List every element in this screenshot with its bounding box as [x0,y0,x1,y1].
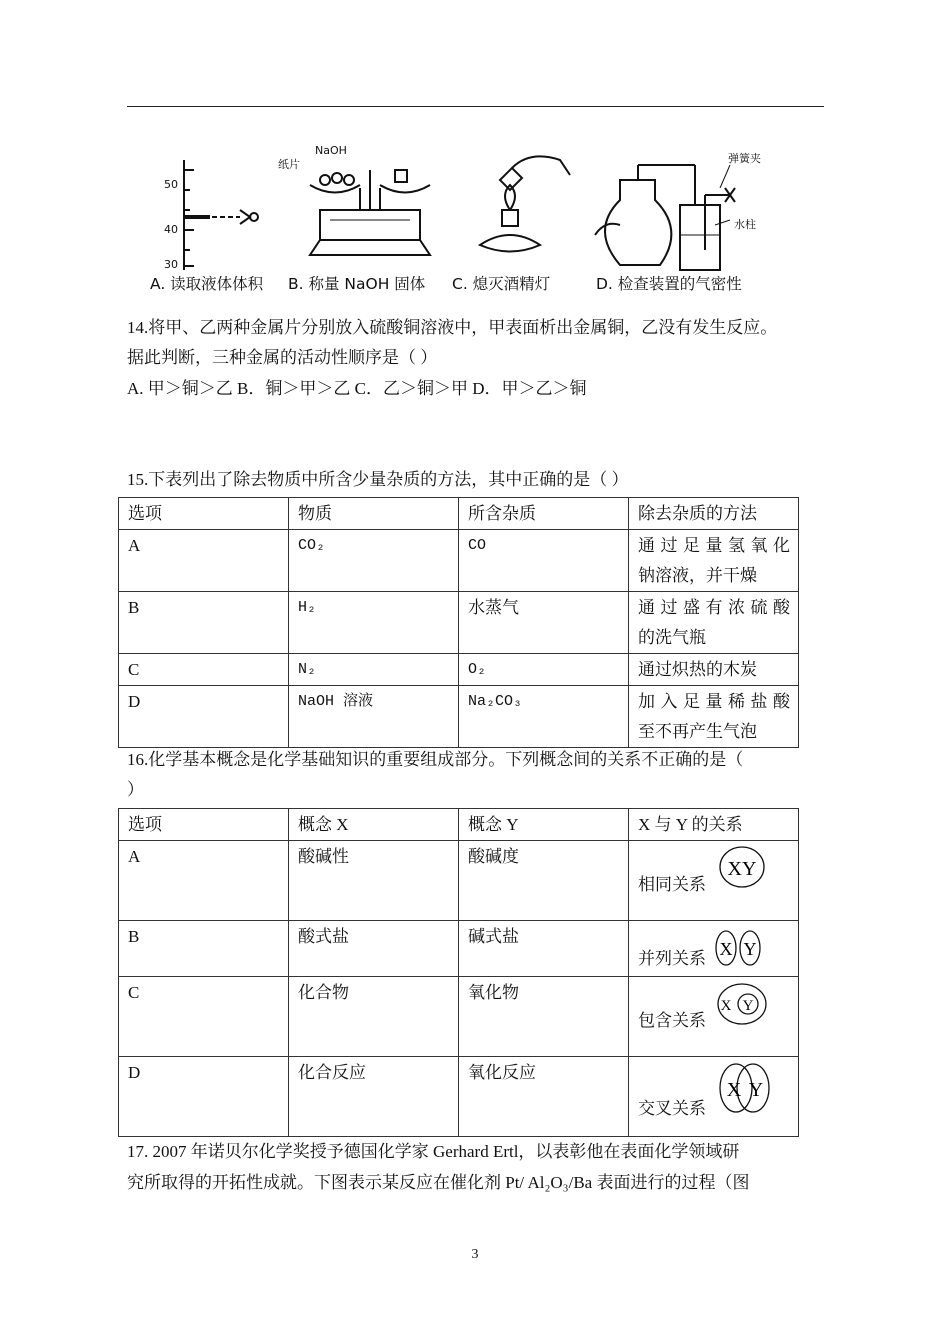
concept-x-cell: 酸式盐 [289,921,459,977]
header-cell: X 与 Y 的关系 [629,809,799,841]
caption-d: D. 检查装置的气密性 [596,275,742,293]
option-cell: B [119,592,289,654]
svg-text:NaOH: NaOH [315,144,347,157]
substance-cell: H₂ [289,592,459,654]
method-cell: 通过盛有浓硫酸 的洗气瓶 [629,592,799,654]
q16-stem-line1: 16.化学基本概念是化学基础知识的重要组成部分。下列概念间的关系不正确的是（ [127,750,744,769]
svg-text:50: 50 [164,178,178,191]
caption-a: A. 读取液体体积 [150,275,264,293]
table-header-row [119,809,799,841]
table-row [119,654,799,686]
option-cell: A [119,530,289,592]
impurity-cell: Na₂CO₃ [459,686,629,748]
q17-stem-line1: 17. 2007 年诺贝尔化学奖授予德国化学家 Gerhard Ertl，以表彰他在表面化学领域研 [127,1142,740,1161]
venn-intersect-icon [716,1062,774,1116]
relation-cell [629,977,799,1057]
header-cell: 概念 Y [459,809,629,841]
venn-parallel-icon [714,928,764,970]
table-row [119,977,799,1057]
header-cell: 选项 [119,809,289,841]
substance-cell: NaOH 溶液 [289,686,459,748]
substance-cell: CO₂ [289,530,459,592]
impurity-cell: 水蒸气 [459,592,629,654]
option-cell: B [119,921,289,977]
relation-cell [629,1057,799,1137]
q14-stem-line2: 据此判断，三种金属的活动性顺序是（ ） [127,348,438,367]
relation-label: 包含关系 [638,1011,706,1030]
substance-cell: N₂ [289,654,459,686]
impurity-cell: CO [459,530,629,592]
header-rule [127,106,824,107]
option-cell: D [119,686,289,748]
option-cell: C [119,654,289,686]
svg-text:40: 40 [164,223,178,236]
method-cell: 通过足量氢氧化 钠溶液，并干燥 [629,530,799,592]
header-cell: 选项 [119,498,289,530]
relation-label: 相同关系 [638,875,706,894]
header-cell: 概念 X [289,809,459,841]
lab-operations-drawing [150,140,780,275]
svg-text:X: X [726,1079,742,1101]
q17-stem-line2: 究所取得的开拓性成就。下图表示某反应在催化剂 Pt/ Al₂O₃/Ba 表面进行的过程（图 [127,1173,750,1192]
concept-y-cell: 氧化反应 [459,1057,629,1137]
svg-text:弹簧夹: 弹簧夹 [728,152,761,165]
caption-b: B. 称量 NaOH 固体 [288,275,426,293]
venn-same-icon [716,844,768,890]
impurity-cell: O₂ [459,654,629,686]
relation-label: 交叉关系 [638,1099,706,1118]
header-cell: 除去杂质的方法 [629,498,799,530]
header-cell: 所含杂质 [459,498,629,530]
concept-x-cell: 化合反应 [289,1057,459,1137]
q14-options: A. 甲＞铜＞乙 B．铜＞甲＞乙 C．乙＞铜＞甲 D．甲＞乙＞铜 [127,379,587,398]
concept-x-cell: 化合物 [289,977,459,1057]
relation-cell [629,841,799,921]
q16-stem-line2: ） [127,780,144,799]
table-row [119,921,799,977]
relation-label: 并列关系 [638,949,706,968]
concept-y-cell: 碱式盐 [459,921,629,977]
option-cell: C [119,977,289,1057]
q16-table [118,808,799,1137]
table-header-row [119,498,799,530]
option-cell: A [119,841,289,921]
page-number: 3 [471,1247,479,1262]
q15-table [118,497,799,748]
method-cell: 通过炽热的木炭 [629,654,799,686]
svg-text:Y: Y [743,939,757,959]
concept-y-cell: 氧化物 [459,977,629,1057]
table-row [119,841,799,921]
svg-text:30: 30 [164,258,178,271]
concept-x-cell: 酸碱性 [289,841,459,921]
table-row [119,686,799,748]
svg-text:Y: Y [748,1079,764,1101]
caption-c: C. 熄灭酒精灯 [452,275,551,293]
q15-stem: 15.下表列出了除去物质中所含少量杂质的方法，其中正确的是（ ） [127,470,629,489]
concept-y-cell: 酸碱度 [459,841,629,921]
svg-text:X: X [719,939,733,959]
table-row [119,592,799,654]
table-row [119,530,799,592]
venn-contain-icon [716,982,770,1028]
header-cell: 物质 [289,498,459,530]
q14-stem-line1: 14.将甲、乙两种金属片分别放入硫酸铜溶液中，甲表面析出金属铜，乙没有发生反应。 [127,318,778,337]
svg-text:XY: XY [727,858,757,880]
svg-text:纸片: 纸片 [278,158,300,171]
svg-text:水柱: 水柱 [734,218,756,231]
svg-text:X: X [720,998,732,1014]
method-cell: 加入足量稀盐酸 至不再产生气泡 [629,686,799,748]
option-cell: D [119,1057,289,1137]
relation-cell [629,921,799,977]
svg-text:Y: Y [742,998,754,1014]
table-row [119,1057,799,1137]
